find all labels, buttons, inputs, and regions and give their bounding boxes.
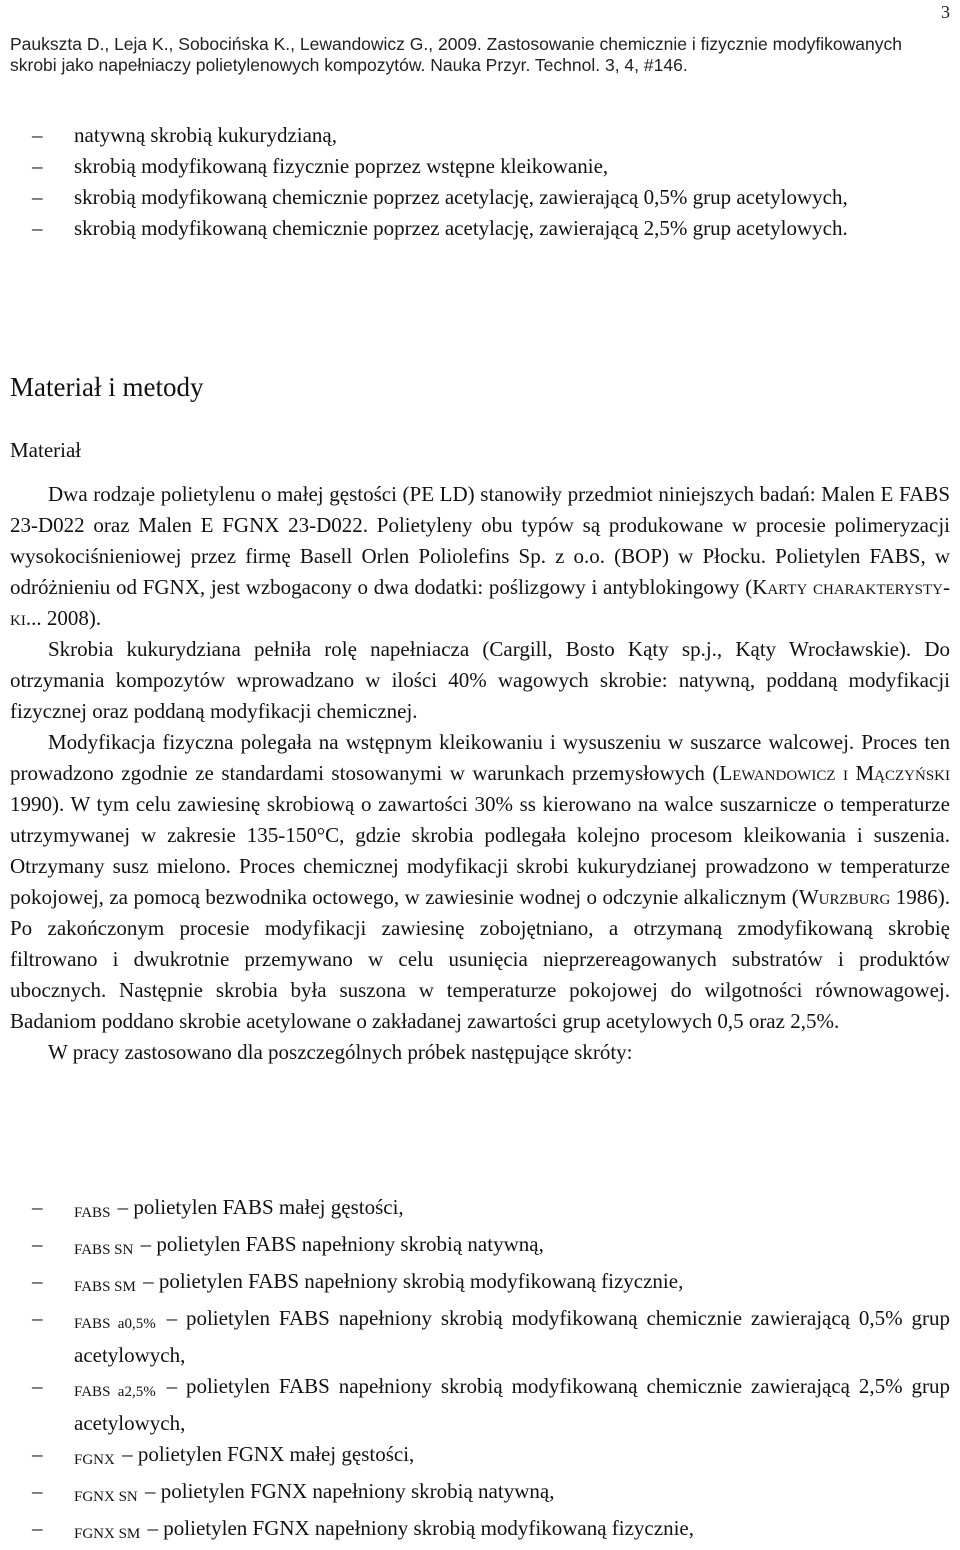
list-item — [0, 182, 960, 213]
paragraph-text: Skrobia kukurydziana pełniła rolę napełniacza (Cargill, Bosto Kąty sp.j., Kąty Wrocławskie). Do otrzymania kompozytów wprowadzano w ilości 40% wagowych skrobie: natywną, poddaną modyfikacji fizycznej oraz poddaną modyfikacji chemicznej. — [10, 637, 950, 723]
list-dash: – — [32, 1269, 43, 1293]
abbreviation-item — [0, 1513, 960, 1550]
paragraph-abbreviations-intro — [10, 1037, 950, 1068]
list-dash: – — [32, 216, 43, 240]
abbreviation-code: FABS SN — [74, 1242, 134, 1258]
abbreviation-item — [0, 1476, 960, 1513]
list-item — [0, 213, 960, 244]
abbreviation-code: FGNX — [74, 1452, 115, 1468]
abbreviation-code: FGNX SN — [74, 1489, 138, 1505]
list-dash: – — [32, 123, 43, 147]
list-item-text: natywną skrobią kukurydzianą, — [74, 123, 338, 147]
abbreviation-code: FABS a0,5% — [74, 1316, 156, 1332]
paragraph-text: Modyfikacja fizyczna polegała na wstępnym kleikowaniu i wysuszeniu w suszarce walcowej. Proces ten prowadzono zgodnie ze standardami stosowanymi w warunkach przemysłowych ( — [10, 730, 950, 785]
abbreviation-item — [0, 1192, 960, 1229]
list-dash: – — [32, 185, 43, 209]
page-number: 3 — [941, 2, 950, 22]
abbreviation-code: FGNX SM — [74, 1526, 141, 1542]
paragraph-materials — [10, 479, 950, 634]
starch-types-list — [0, 120, 960, 244]
paragraph-text: ... 2008). — [25, 606, 102, 630]
abbreviation-description: – polietylen FABS napełniony skrobią modyfikowaną chemicznie zawierającą 0,5% grup acetylowych, — [74, 1306, 951, 1367]
reference-lewandowicz: Lewandowicz i Mączyński — [719, 761, 950, 785]
body-text — [10, 479, 950, 1068]
abbreviation-description: – polietylen FGNX małej gęstości, — [122, 1442, 415, 1466]
reference-wurzburg: Wurzburg — [798, 885, 891, 909]
abbreviation-description: – polietylen FABS małej gęstości, — [117, 1195, 404, 1219]
abbreviation-item — [0, 1266, 960, 1303]
list-item-text: skrobią modyfikowaną fizycznie poprzez wstępne kleikowanie, — [74, 154, 609, 178]
list-dash: – — [32, 1516, 43, 1540]
reference-karty: Karty charakterysty-ki — [10, 575, 950, 630]
paragraph-text: 1986). Po zakończonym procesie modyfikacji zawiesinę zobojętniano, a otrzymaną zmodyfikowaną skrobię filtrowano i dwukrotnie przemywano w celu usunięcia nieprzereagowanych substratów i produktów ubocznych. Następnie skrobia była suszona w temperaturze pokojowej do wilgotności równowagowej. Badaniom poddano skrobie acetylowane o zakładanej zawartości grup acetylowych 0,5 oraz 2,5%. — [10, 885, 951, 1033]
list-dash: – — [32, 1479, 43, 1503]
abbreviation-item — [0, 1303, 960, 1371]
list-dash: – — [32, 1306, 43, 1330]
abbreviation-code: FABS a2,5% — [74, 1384, 156, 1400]
list-dash: – — [32, 1232, 43, 1256]
list-item — [0, 151, 960, 182]
abbreviation-description: – polietylen FGNX napełniony skrobią natywną, — [145, 1479, 555, 1503]
subsection-title: Materiał — [10, 438, 82, 462]
list-dash: – — [32, 1442, 43, 1466]
list-item-text: skrobią modyfikowaną chemicznie poprzez acetylację, zawierającą 0,5% grup acetylowych, — [74, 185, 848, 209]
section-title: Materiał i metody — [10, 372, 204, 402]
paragraph-text: Dwa rodzaje polietylenu o małej gęstości (PE LD) stanowiły przedmiot niniejszych badań: Malen E FABS 23-D022 oraz Malen E FGNX 23-D022. Polietyleny obu typów są produkowane w procesie polimeryzacji wysokociśnieniowej przez firmę Basell Orlen Poliolefins Sp. z o.o. (BOP) w Płocku. Polietylen FABS, w odróżnieniu od FGNX, jest wzbogacony o dwa dodatki: poślizgowy i antyblokingowy ( — [10, 482, 950, 599]
paragraph-starch — [10, 634, 950, 727]
abbreviation-item — [0, 1229, 960, 1266]
citation-line-2: skrobi jako napełniaczy polietylenowych kompozytów. Nauka Przyr. Technol. 3, 4, #146. — [10, 55, 688, 75]
citation-line-1: Pauksztа D., Leja K., Sobocińska K., Lewandowicz G., 2009. Zastosowanie chemicznie i fizycznie modyfikowanych — [10, 34, 902, 54]
abbreviation-description: – polietylen FABS napełniony skrobią natywną, — [140, 1232, 544, 1256]
paragraph-modification — [10, 727, 950, 1037]
abbreviation-item — [0, 1371, 960, 1439]
list-dash: – — [32, 1374, 43, 1398]
abbreviation-item — [0, 1439, 960, 1476]
list-dash: – — [32, 154, 43, 178]
abbreviations-list — [0, 1192, 960, 1550]
citation-header — [10, 34, 950, 76]
abbreviation-code: FABS SM — [74, 1279, 136, 1295]
list-dash: – — [32, 1195, 43, 1219]
list-item-text: skrobią modyfikowaną chemicznie poprzez acetylację, zawierającą 2,5% grup acetylowych. — [74, 216, 848, 240]
paragraph-text: W pracy zastosowano dla poszczególnych próbek następujące skróty: — [48, 1040, 633, 1064]
list-item — [0, 120, 960, 151]
abbreviation-description: – polietylen FABS napełniony skrobią modyfikowaną chemicznie zawierającą 2,5% grup acetylowych, — [74, 1374, 951, 1435]
abbreviation-code: FABS — [74, 1205, 111, 1221]
abbreviation-description: – polietylen FGNX napełniony skrobią modyfikowaną fizycznie, — [147, 1516, 694, 1540]
abbreviation-description: – polietylen FABS napełniony skrobią modyfikowaną fizycznie, — [143, 1269, 684, 1293]
paragraph-text: 1990). W tym celu zawiesinę skrobiową o zawartości 30% ss kierowano na walce suszarnicze o temperaturze utrzymywanej w zakresie 135-150°C, gdzie skrobia podlegała kolejno procesom kleikowania i suszenia. Otrzymany susz mielono. Proces chemicznej modyfikacji skrobi kukurydzianej prowadzono w temperaturze pokojowej, za pomocą bezwodnika octowego, w zawiesinie wodnej o odczynie alkalicznym ( — [10, 792, 950, 909]
